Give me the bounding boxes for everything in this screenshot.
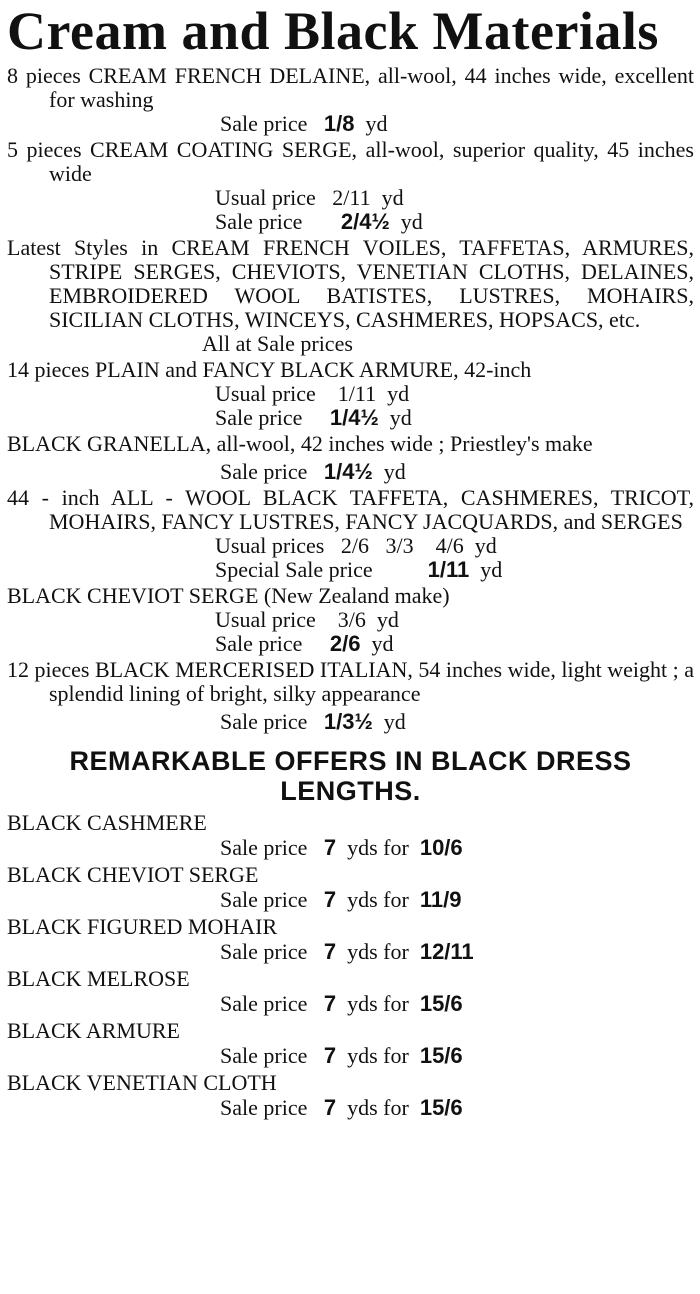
sale-price-line [7, 460, 694, 484]
sale-price-line [7, 632, 694, 656]
list-item [7, 432, 694, 484]
price-value: 3/3 [385, 533, 414, 558]
offer-price: 15/6 [419, 991, 463, 1016]
price-unit: yd [365, 111, 388, 136]
list-item [7, 810, 694, 860]
price-label: Sale price [220, 835, 308, 860]
sale-price-line [7, 710, 694, 734]
item-description: BLACK CHEVIOT SERGE (New Zealand make) [7, 583, 450, 608]
sale-price-line [7, 210, 694, 234]
offer-name: BLACK VENETIAN CLOTH [7, 1070, 277, 1095]
price-value: 1/11 [427, 557, 470, 582]
item-description: 44 - inch ALL - WOOL BLACK TAFFETA, CASHMERES, TRICOT, MOHAIRS, FANCY LUSTRES, FANCY JACQUARDS, and SERGES [7, 485, 694, 534]
sale-price-line [7, 112, 694, 136]
offer-mid: yds for [347, 939, 409, 964]
price-value: 1/11 [337, 381, 377, 406]
price-unit: yd [387, 381, 410, 406]
price-label: Sale price [220, 111, 308, 136]
offer-mid: yds for [347, 1095, 409, 1120]
sale-price-line [7, 406, 694, 430]
offer-price-line [7, 835, 694, 860]
offer-name: BLACK CASHMERE [7, 810, 207, 835]
list-item [7, 862, 694, 912]
offer-price-line [7, 1095, 694, 1120]
price-label: Usual price [215, 607, 316, 632]
section-heading: REMARKABLE OFFERS IN BLACK DRESS LENGTHS. [69, 746, 632, 806]
special-price-line [7, 558, 694, 582]
offer-name: BLACK FIGURED MOHAIR [7, 914, 278, 939]
offer-mid: yds for [347, 835, 409, 860]
price-label: Sale price [215, 405, 303, 430]
list-item [7, 486, 694, 582]
offer-qty: 7 [323, 1095, 337, 1120]
list-item [7, 1018, 694, 1068]
offer-qty: 7 [323, 835, 337, 860]
catalogue-page [0, 2, 700, 1294]
price-unit: yd [474, 533, 497, 558]
price-label: Usual price [215, 185, 316, 210]
price-value: 4/6 [435, 533, 464, 558]
list-item [7, 138, 694, 234]
price-unit: yd [383, 459, 406, 484]
price-label: Sale price [220, 1043, 308, 1068]
usual-price-line [7, 382, 694, 406]
list-item [7, 1070, 694, 1120]
offer-price-line [7, 991, 694, 1016]
usual-price-line [7, 186, 694, 210]
offer-name: BLACK MELROSE [7, 966, 190, 991]
price-unit: yd [383, 709, 406, 734]
offer-qty: 7 [323, 939, 337, 964]
offer-qty: 7 [323, 1043, 337, 1068]
price-label: Usual prices [215, 533, 325, 558]
offer-mid: yds for [347, 887, 409, 912]
price-value: 2/11 [332, 185, 371, 210]
price-value: 1/3½ [323, 709, 373, 734]
offer-mid: yds for [347, 1043, 409, 1068]
list-item [7, 236, 694, 356]
price-value: 2/4½ [340, 209, 390, 234]
price-value: 1/4½ [329, 405, 379, 430]
list-item [7, 64, 694, 136]
price-label: Sale price [215, 209, 303, 234]
offer-price: 12/11 [419, 939, 474, 964]
price-label: Sale price [220, 709, 308, 734]
offer-price: 15/6 [419, 1095, 463, 1120]
offer-qty: 7 [323, 887, 337, 912]
offer-price-line [7, 1043, 694, 1068]
list-item [7, 914, 694, 964]
price-label: Sale price [220, 887, 308, 912]
offer-name: BLACK ARMURE [7, 1018, 180, 1043]
price-unit: yd [376, 607, 399, 632]
price-unit: yd [480, 557, 503, 582]
price-unit: yd [400, 209, 423, 234]
list-item [7, 584, 694, 656]
price-unit: yd [371, 631, 394, 656]
list-item [7, 966, 694, 1016]
price-value: 1/4½ [323, 459, 373, 484]
item-description: 14 pieces PLAIN and FANCY BLACK ARMURE, 42-inch [7, 357, 532, 382]
usual-price-line [7, 608, 694, 632]
price-label: Sale price [220, 991, 308, 1016]
price-label: Sale price [220, 459, 308, 484]
item-description: 5 pieces CREAM COATING SERGE, all-wool, superior quality, 45 inches wide [7, 137, 694, 186]
offer-price-line [7, 939, 694, 964]
price-unit: yd [389, 405, 412, 430]
offer-price-line [7, 887, 694, 912]
price-value: 2/6 [329, 631, 361, 656]
offer-price: 11/9 [419, 887, 462, 912]
offer-price: 10/6 [419, 835, 463, 860]
price-value: 2/6 [340, 533, 369, 558]
item-description: 8 pieces CREAM FRENCH DELAINE, all-wool, 44 inches wide, excellent for washing [7, 63, 694, 112]
offer-name: BLACK CHEVIOT SERGE [7, 862, 259, 887]
price-label: Sale price [215, 631, 303, 656]
price-label: Sale price [220, 1095, 308, 1120]
price-label: Special Sale price [215, 557, 373, 582]
usual-prices-line [7, 534, 694, 558]
offer-mid: yds for [347, 991, 409, 1016]
price-label: Sale price [220, 939, 308, 964]
item-description: Latest Styles in CREAM FRENCH VOILES, TAFFETAS, ARMURES, STRIPE SERGES, CHEVIOTS, VENETIAN CLOTHS, DELAINES, EMBROIDERED WOOL BATISTES, LUSTRES, MOHAIRS, SICILIAN CLOTHS, WINCEYS, CASHMERES, HOPSACS, etc. [7, 235, 694, 332]
list-item [7, 658, 694, 734]
list-item [7, 358, 694, 430]
item-description: 12 pieces BLACK MERCERISED ITALIAN, 54 inches wide, light weight ; a splendid lining of bright, silky appearance [7, 657, 694, 706]
item-note: All at Sale prices [202, 331, 353, 356]
price-value: 1/8 [323, 111, 355, 136]
offer-qty: 7 [323, 991, 337, 1016]
price-value: 3/6 [337, 607, 366, 632]
price-label: Usual price [215, 381, 316, 406]
price-unit: yd [381, 185, 404, 210]
offer-price: 15/6 [419, 1043, 463, 1068]
page-title: Cream and Black Materials [7, 1, 659, 61]
item-description: BLACK GRANELLA, all-wool, 42 inches wide ; Priestley's make [7, 431, 593, 456]
